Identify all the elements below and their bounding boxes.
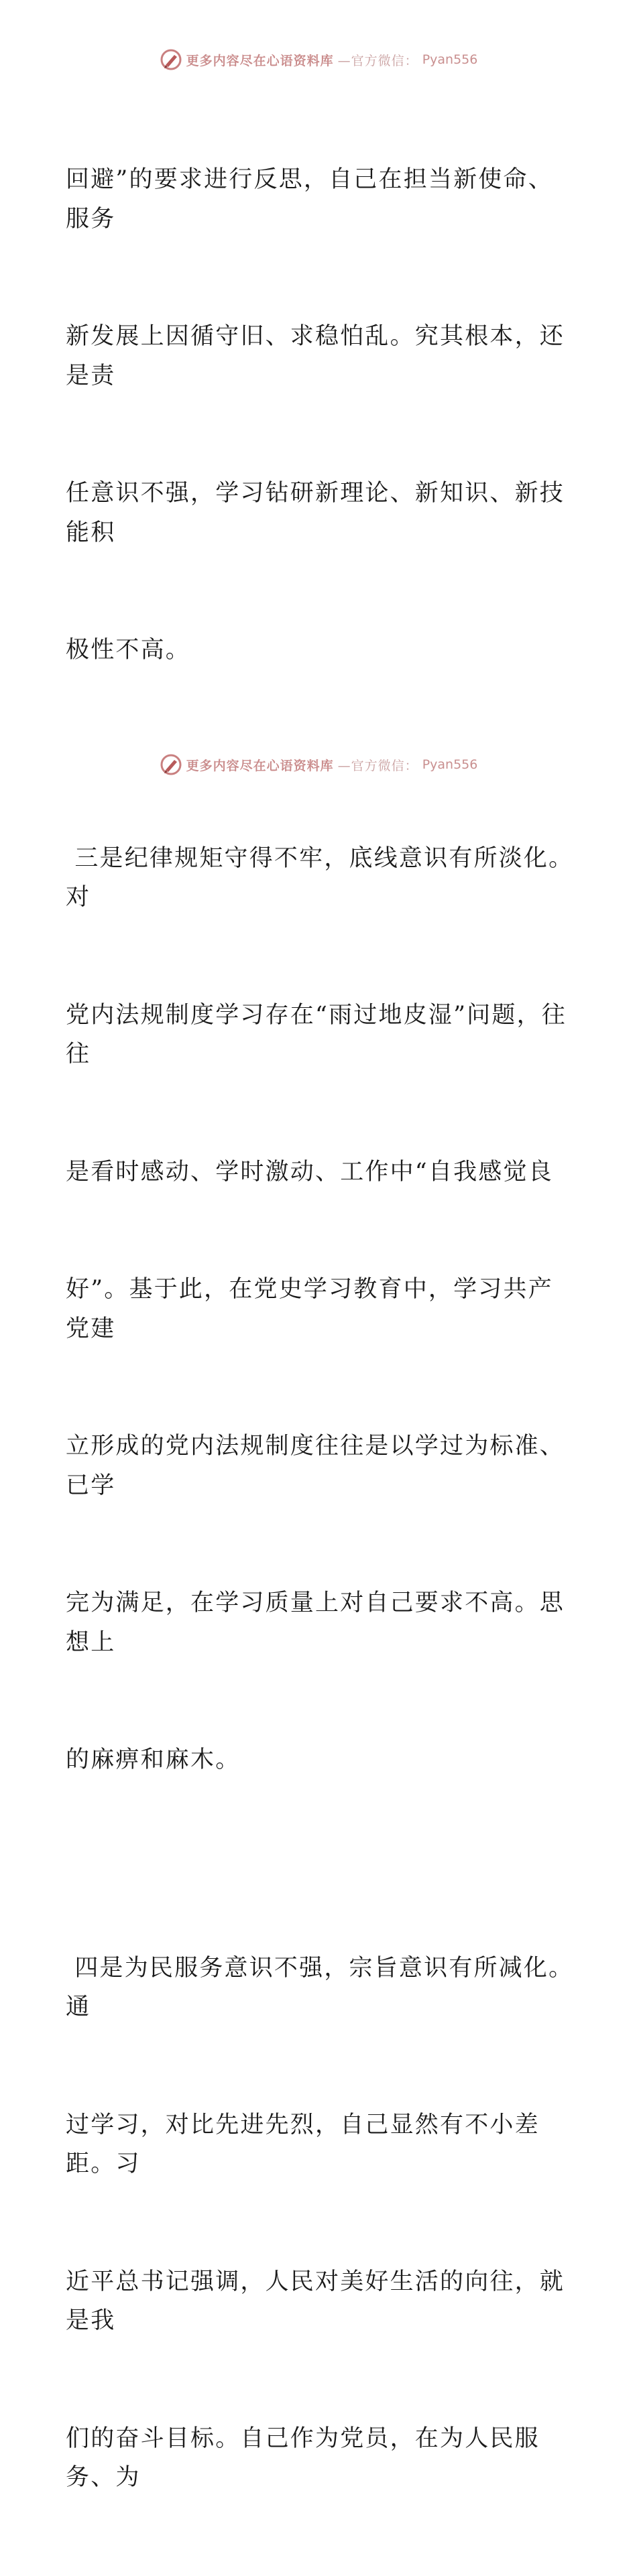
watermark-id-text: Pyan556 — [422, 52, 478, 67]
watermark-side-text: —官方微信： — [337, 758, 418, 773]
text-line: 回避”的要求进行反思，自己在担当新使命、服务 — [66, 166, 553, 233]
text-line: 是看时感动、学时激动、工作中“自我感觉良 — [66, 1158, 553, 1185]
text-line: 完为满足，在学习质量上对自己要求不高。思想上 — [66, 1590, 565, 1656]
paragraph — [66, 82, 575, 749]
text-line: 新发展上因循守旧、求稳怕乱。究其根本，还是责 — [66, 323, 565, 389]
text-line: 极性不高。 — [66, 637, 191, 663]
text-line: 四是为民服务意识不强，宗旨意识有所减化。通 — [66, 1954, 574, 2020]
watermark-main-text: 更多内容尽在心语资料库 — [186, 758, 334, 773]
text-line: 党内法规制度学习存在“雨过地皮湿”问题，往往 — [66, 1001, 567, 1068]
paragraph — [66, 761, 575, 1858]
footer-watermark — [0, 753, 637, 776]
watermark-side-text: —官方微信： — [337, 53, 418, 68]
document-body — [66, 82, 575, 2576]
pen-logo-icon — [160, 48, 182, 71]
text-line: 任意识不强，学习钻研新理论、新知识、新技能积 — [66, 480, 565, 546]
header-watermark — [0, 48, 637, 71]
watermark-main-text: 更多内容尽在心语资料库 — [186, 53, 334, 68]
pen-logo-icon — [160, 753, 182, 776]
text-line: 三是纪律规矩守得不牢，底线意识有所淡化。对 — [66, 844, 574, 911]
text-line: 立形成的党内法规制度往往是以学过为标准、已学 — [66, 1433, 565, 1499]
text-line: 过学习，对比先进先烈，自己显然有不小差距。习 — [66, 2111, 540, 2177]
text-line: 们的奋斗目标。自己作为党员，在为人民服务、为 — [66, 2425, 540, 2491]
paragraph — [66, 1870, 575, 2576]
watermark-id-text: Pyan556 — [422, 757, 478, 772]
text-line: 的麻痹和麻木。 — [66, 1746, 241, 1773]
text-line: 好”。基于此，在党史学习教育中，学习共产党建 — [66, 1276, 553, 1342]
text-line: 近平总书记强调，人民对美好生活的向往，就是我 — [66, 2268, 565, 2334]
